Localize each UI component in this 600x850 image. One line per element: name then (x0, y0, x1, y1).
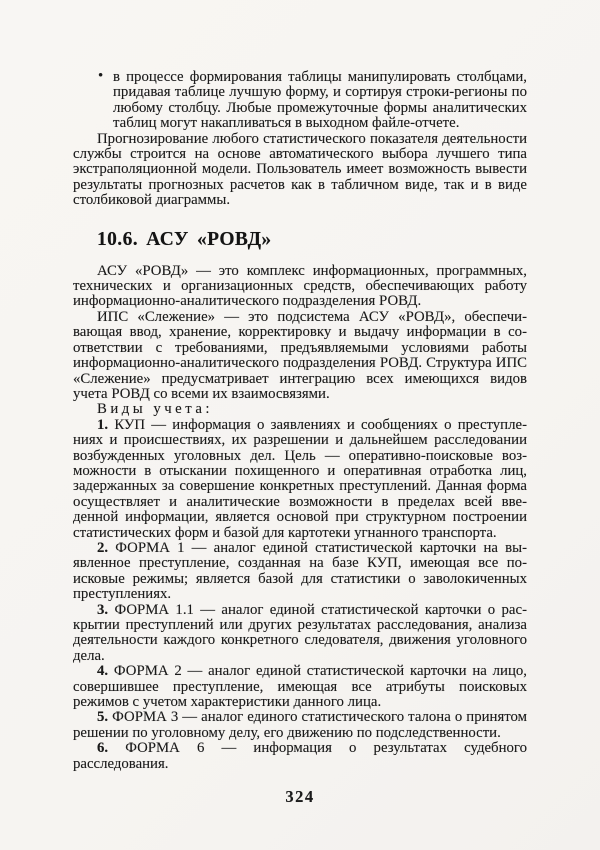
section-paragraph-1: АСУ «РОВД» — это комплекс информационных, программных, технических и организационных средств, обеспечивающих работу информационно-аналитического подразделения РОВД. (73, 262, 527, 310)
list-item-5-number: 5. (97, 709, 109, 726)
list-item-1-text: КУП — информация о заявлениях и сообщениях о преступлениях и происшествиях, их разрешении и дальнейшем расследовании возбужденных уголовных дел. Цель — оперативно-поисковые возможности в отыскании похищенного и оперативная отработка лиц, задержанных за совершение конкретных преступлений. Данная форма осуществляет и аналитические возможности в пределах всей введенной информации, является основой при структурном построении статистических форм и базой для картотеки угнанного транспорта. (73, 416, 527, 541)
list-item-2-number: 2. (97, 539, 109, 556)
list-item-4 (73, 664, 527, 710)
list-item-5-text: ФОРМА 3 — аналог единого статистического талона о принятом решении по уголовному делу, его движению по подследственности. (73, 709, 528, 741)
bullet-item-text: в процессе формирования таблицы манипулировать столбцами, придавая таблице лучшую форму, и сортируя строки-регионы по любому столбцу. Любые промежуточные формы аналитических таблиц могут накапливаться в выходном файле-отчете. (113, 69, 527, 132)
section-paragraph-2: ИПС «Слежение» — это подсистема АСУ «РОВД», обеспечивающая ввод, хранение, корректировку и выдачу информации в соответствии с требованиями, предъявляемыми условиями работы информационно-аналитического подразделения РОВД. Структура ИПС «Слежение» предусматривает интеграцию всех имеющихся видов учета РОВД со всеми их взаимосвязями. (73, 308, 527, 402)
list-item-6-text: ФОРМА 6 — информация о результатах судебного расследования. (73, 740, 527, 772)
list-item-4-number: 4. (97, 663, 109, 680)
list-item-3-number: 3. (97, 601, 109, 618)
list-item-5 (73, 710, 527, 741)
intro-paragraph: Прогнозирование любого статистического показателя деятельности службы строится на основе автоматического выбора лучшего типа экстраполяционной модели. Пользователь имеет возможность вывести результаты прогнозных расчетов как в табличном виде, так и в виде столбиковой диаграммы. (73, 130, 527, 209)
list-item-1-number: 1. (97, 416, 109, 433)
list-label: Виды учета: (97, 401, 213, 418)
list-item-6 (73, 741, 527, 772)
bullet-list-item (73, 70, 527, 132)
page-content (73, 70, 527, 772)
list-item-6-number: 6. (97, 740, 109, 757)
list-item-3 (73, 603, 527, 665)
list-item-2 (73, 541, 527, 603)
section-heading: 10.6. АСУ «РОВД» (97, 228, 272, 250)
list-item-1 (73, 418, 527, 541)
bullet-icon: • (98, 68, 104, 84)
list-item-3-text: ФОРМА 1.1 — аналог единой статистической карточки о раскрытии преступлений или других результатах расследования, анализа деятельности каждого конкретного следователя, движения уголовного дела. (73, 601, 528, 664)
list-item-4-text: ФОРМА 2 — аналог единой статистической карточки на лицо, совершившее преступление, имеющая все атрибуты поисковых режимов с учетом характеристики данного лица. (73, 663, 527, 711)
page-number: 324 (285, 787, 315, 806)
list-item-2-text: ФОРМА 1 — аналог единой статистической карточки на выявленное преступление, созданная на базе КУП, имеющая все поисковые режимы; является базой для статистики о заволокиченных преступлениях. (73, 539, 527, 603)
